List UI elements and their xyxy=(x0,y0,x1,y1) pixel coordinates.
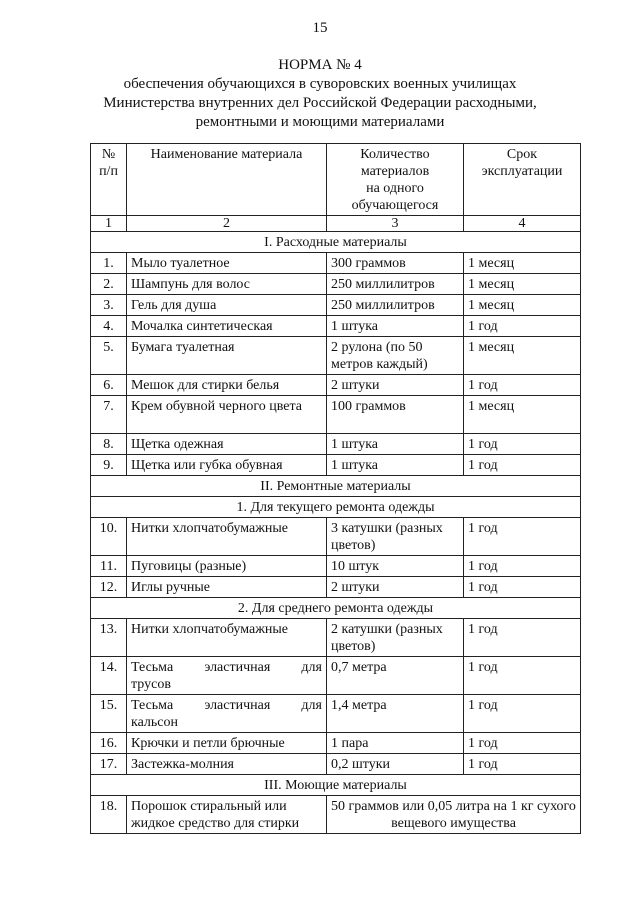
row-number: 12. xyxy=(91,577,127,598)
column-number: 2 xyxy=(127,216,327,232)
material-quantity: 0,7 метра xyxy=(327,657,464,695)
header-quantity-line-3: на одного xyxy=(366,181,424,196)
header-number-line-1: № xyxy=(101,147,116,162)
section-consumables: I. Расходные материалы xyxy=(91,232,581,253)
row-number: 6. xyxy=(91,375,127,396)
material-name-word: Тесьма xyxy=(131,660,174,675)
column-number: 3 xyxy=(327,216,464,232)
table-row xyxy=(91,733,581,754)
table-row xyxy=(91,577,581,598)
material-name: Мочалка синтетическая xyxy=(127,316,327,337)
service-life: 1 месяц xyxy=(464,274,581,295)
material-quantity: 250 миллилитров xyxy=(327,295,464,316)
material-name: Пуговицы (разные) xyxy=(127,556,327,577)
row-number: 9. xyxy=(91,455,127,476)
material-name: Нитки хлопчатобумажные xyxy=(127,518,327,556)
material-quantity: 1 штука xyxy=(327,316,464,337)
material-name: Иглы ручные xyxy=(127,577,327,598)
material-quantity: 2 рулона (по 50 метров каждый) xyxy=(327,337,464,375)
table-row xyxy=(91,253,581,274)
row-number: 10. xyxy=(91,518,127,556)
material-name-word: Тесьма xyxy=(131,698,174,713)
material-name: Мешок для стирки белья xyxy=(127,375,327,396)
row-number: 7. xyxy=(91,396,127,434)
material-name: Шампунь для волос xyxy=(127,274,327,295)
material-name xyxy=(127,657,327,695)
service-life: 1 год xyxy=(464,556,581,577)
norm-title: НОРМА № 4 xyxy=(278,57,362,73)
material-quantity: 2 штуки xyxy=(327,375,464,396)
material-name-word: для xyxy=(301,698,322,713)
material-quantity: 1 пара xyxy=(327,733,464,754)
page-number: 15 xyxy=(312,20,328,36)
service-life: 1 год xyxy=(464,577,581,598)
material-name: Щетка одежная xyxy=(127,434,327,455)
row-number: 3. xyxy=(91,295,127,316)
material-name: Крем обувной черного цвета xyxy=(127,396,327,434)
norm-table xyxy=(90,143,581,834)
section-repair-materials: II. Ремонтные материалы xyxy=(91,476,581,497)
subsection-current-repair: 1. Для текущего ремонта одежды xyxy=(91,497,581,518)
material-quantity: 1 штука xyxy=(327,434,464,455)
header-service-life-line-2: эксплуатации xyxy=(481,164,563,179)
table-row xyxy=(91,274,581,295)
row-number: 16. xyxy=(91,733,127,754)
table-row xyxy=(91,619,581,657)
material-quantity: 1 штука xyxy=(327,455,464,476)
table-row xyxy=(91,556,581,577)
norm-subtitle-line-2: Министерства внутренних дел Российской Федерации расходными, xyxy=(103,95,537,111)
material-name: Нитки хлопчатобумажные xyxy=(127,619,327,657)
table-row xyxy=(91,518,581,556)
header-material-name-text: Наименование материала xyxy=(150,147,303,162)
table-row xyxy=(91,754,581,775)
service-life: 1 год xyxy=(464,316,581,337)
service-life: 1 год xyxy=(464,754,581,775)
norm-subtitle-line-1: обеспечения обучающихся в суворовских военных училищах xyxy=(123,76,517,92)
header-service-life-line-1: Срок xyxy=(506,147,538,162)
table-row xyxy=(91,316,581,337)
material-name-word: эластичная xyxy=(204,698,271,713)
row-number: 13. xyxy=(91,619,127,657)
header-number xyxy=(91,144,127,216)
section-detergents: III. Моющие материалы xyxy=(91,775,581,796)
row-number: 14. xyxy=(91,657,127,695)
table-row xyxy=(91,796,581,834)
service-life: 1 год xyxy=(464,375,581,396)
service-life: 1 год xyxy=(464,657,581,695)
material-quantity-and-service-life: 50 граммов или 0,05 литра на 1 кг сухого вещевого имущества xyxy=(327,796,581,834)
table-row xyxy=(91,657,581,695)
material-name-line-1 xyxy=(131,659,322,676)
material-name xyxy=(127,695,327,733)
row-number: 8. xyxy=(91,434,127,455)
header-number-line-2: п/п xyxy=(99,164,118,179)
row-number: 17. xyxy=(91,754,127,775)
table-row xyxy=(91,695,581,733)
table-row xyxy=(91,295,581,316)
row-number: 15. xyxy=(91,695,127,733)
service-life: 1 месяц xyxy=(464,295,581,316)
row-number: 4. xyxy=(91,316,127,337)
column-number: 4 xyxy=(464,216,581,232)
header-quantity-line-2: материалов xyxy=(360,164,430,179)
row-number: 5. xyxy=(91,337,127,375)
service-life: 1 год xyxy=(464,619,581,657)
row-number: 2. xyxy=(91,274,127,295)
service-life: 1 год xyxy=(464,455,581,476)
row-number: 1. xyxy=(91,253,127,274)
material-name-line-2: кальсон xyxy=(131,715,179,730)
material-name: Гель для душа xyxy=(127,295,327,316)
table-row xyxy=(91,396,581,434)
material-name: Щетка или губка обувная xyxy=(127,455,327,476)
material-name: Крючки и петли брючные xyxy=(127,733,327,754)
material-quantity: 2 катушки (разных цветов) xyxy=(327,619,464,657)
service-life: 1 месяц xyxy=(464,253,581,274)
material-name: Порошок стиральный или жидкое средство для стирки xyxy=(127,796,327,834)
material-quantity: 100 граммов xyxy=(327,396,464,434)
material-name-word: для xyxy=(301,660,322,675)
header-material-name xyxy=(127,144,327,216)
material-quantity: 1,4 метра xyxy=(327,695,464,733)
row-number: 11. xyxy=(91,556,127,577)
document-heading xyxy=(60,56,580,132)
header-service-life xyxy=(464,144,581,216)
subsection-row xyxy=(91,497,581,518)
material-name-word: эластичная xyxy=(204,660,271,675)
row-number: 18. xyxy=(91,796,127,834)
header-quantity xyxy=(327,144,464,216)
material-quantity: 0,2 штуки xyxy=(327,754,464,775)
service-life: 1 год xyxy=(464,518,581,556)
section-row xyxy=(91,775,581,796)
table-header-row xyxy=(91,144,581,216)
section-row xyxy=(91,232,581,253)
material-quantity: 2 штуки xyxy=(327,577,464,598)
material-name: Мыло туалетное xyxy=(127,253,327,274)
table-row xyxy=(91,375,581,396)
subsection-row xyxy=(91,598,581,619)
material-name-line-1 xyxy=(131,697,322,714)
section-row xyxy=(91,476,581,497)
norm-subtitle-line-3: ремонтными и моющими материалами xyxy=(195,114,445,130)
column-number: 1 xyxy=(91,216,127,232)
service-life: 1 год xyxy=(464,434,581,455)
material-name: Застежка-молния xyxy=(127,754,327,775)
table-row xyxy=(91,434,581,455)
service-life: 1 месяц xyxy=(464,396,581,434)
subsection-medium-repair: 2. Для среднего ремонта одежды xyxy=(91,598,581,619)
table-row xyxy=(91,455,581,476)
material-quantity: 300 граммов xyxy=(327,253,464,274)
material-name: Бумага туалетная xyxy=(127,337,327,375)
service-life: 1 год xyxy=(464,733,581,754)
material-name-line-2: трусов xyxy=(131,677,171,692)
header-quantity-line-1: Количество xyxy=(360,147,430,162)
material-quantity: 10 штук xyxy=(327,556,464,577)
table-row xyxy=(91,337,581,375)
column-number-row xyxy=(91,216,581,232)
service-life: 1 месяц xyxy=(464,337,581,375)
material-quantity: 250 миллилитров xyxy=(327,274,464,295)
material-quantity: 3 катушки (разных цветов) xyxy=(327,518,464,556)
header-quantity-line-4: обучающегося xyxy=(351,198,439,213)
service-life: 1 год xyxy=(464,695,581,733)
